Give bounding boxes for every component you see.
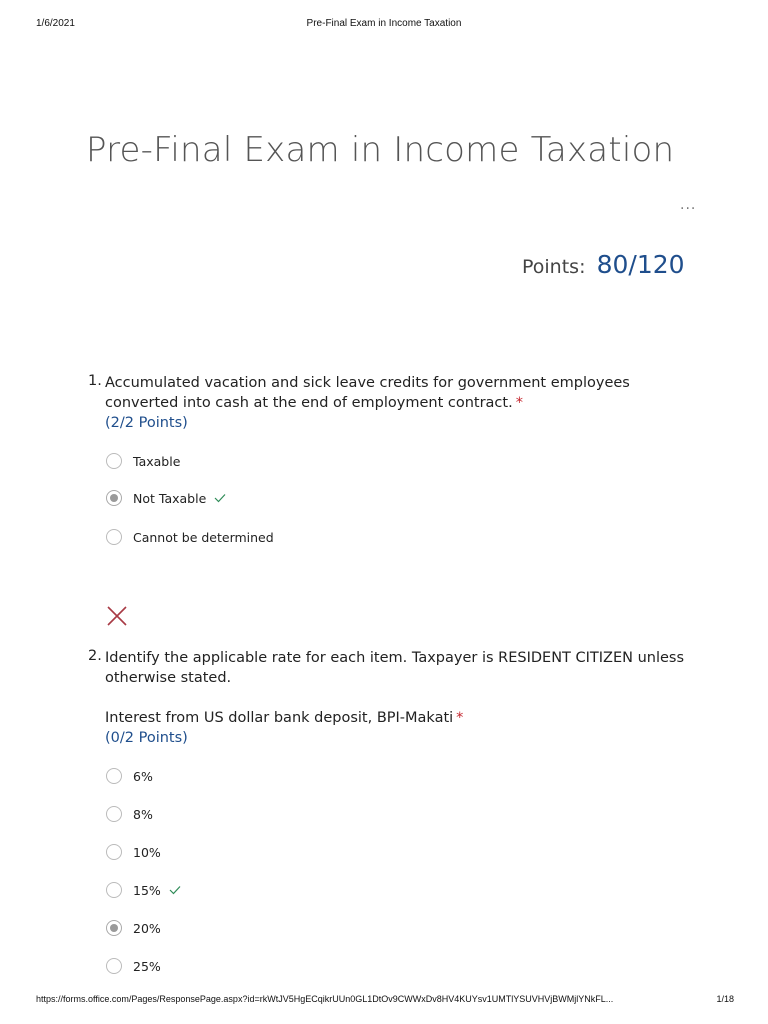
option-label: 10% — [133, 844, 161, 860]
question-number: 1. — [88, 373, 102, 389]
question-text: Identify the applicable rate for each item. Taxpayer is RESIDENT CITIZEN unless otherwise stated. — [105, 650, 685, 686]
points-value: 80/120 — [596, 250, 685, 279]
more-options-icon[interactable]: ... — [680, 197, 697, 213]
question-text-block — [105, 373, 685, 433]
question-text: Accumulated vacation and sick leave credits for government employees converted into cash at the end of employment contract. — [105, 375, 630, 411]
option-15-percent[interactable] — [106, 880, 181, 900]
print-url: https://forms.office.com/Pages/ResponsePage.aspx?id=rkWtJV5HgECqikrUUn0GL1DtOv9CWWxDv8HV4KUYsv1UMTlYSUVHVjBWMjlYNkFL... — [36, 994, 614, 1004]
radio-button[interactable] — [106, 806, 122, 822]
points-label: Points: — [522, 256, 586, 278]
option-25-percent[interactable] — [106, 956, 161, 976]
page-number: 1/18 — [716, 994, 734, 1004]
print-footer — [0, 992, 768, 1012]
radio-button[interactable] — [106, 844, 122, 860]
print-title: Pre-Final Exam in Income Taxation — [306, 18, 462, 29]
option-label: Cannot be determined — [133, 529, 274, 545]
option-label: Not Taxable — [133, 490, 207, 506]
required-asterisk: * — [515, 395, 523, 411]
radio-button[interactable] — [106, 768, 122, 784]
option-8-percent[interactable] — [106, 804, 153, 824]
question-subtext: Interest from US dollar bank deposit, BPI-Makati — [105, 710, 454, 726]
x-icon — [106, 605, 128, 627]
option-label: Taxable — [133, 453, 181, 469]
option-label: 25% — [133, 958, 161, 974]
option-label: 6% — [133, 768, 153, 784]
form-title: Pre-Final Exam in Income Taxation — [86, 130, 675, 170]
radio-button-selected[interactable] — [106, 490, 122, 506]
option-20-percent[interactable] — [106, 918, 161, 938]
option-label: 15% — [133, 882, 161, 898]
question-number: 2. — [88, 648, 102, 664]
radio-button-selected[interactable] — [106, 920, 122, 936]
option-10-percent[interactable] — [106, 842, 161, 862]
option-taxable[interactable] — [106, 451, 180, 471]
option-6-percent[interactable] — [106, 766, 153, 786]
option-cannot-be-determined[interactable] — [106, 527, 274, 547]
correct-check-icon — [214, 493, 226, 503]
radio-button[interactable] — [106, 453, 122, 469]
print-date: 1/6/2021 — [36, 18, 75, 29]
required-asterisk: * — [456, 710, 464, 726]
option-not-taxable[interactable] — [106, 488, 226, 508]
print-header — [0, 0, 768, 42]
option-label: 8% — [133, 806, 153, 822]
radio-button[interactable] — [106, 958, 122, 974]
question-points: (0/2 Points) — [105, 730, 188, 746]
question-points: (2/2 Points) — [105, 415, 188, 431]
correct-check-icon — [169, 885, 181, 895]
question-text-block — [105, 648, 685, 748]
score-summary — [522, 250, 685, 279]
radio-button[interactable] — [106, 882, 122, 898]
option-label: 20% — [133, 920, 161, 936]
radio-button[interactable] — [106, 529, 122, 545]
